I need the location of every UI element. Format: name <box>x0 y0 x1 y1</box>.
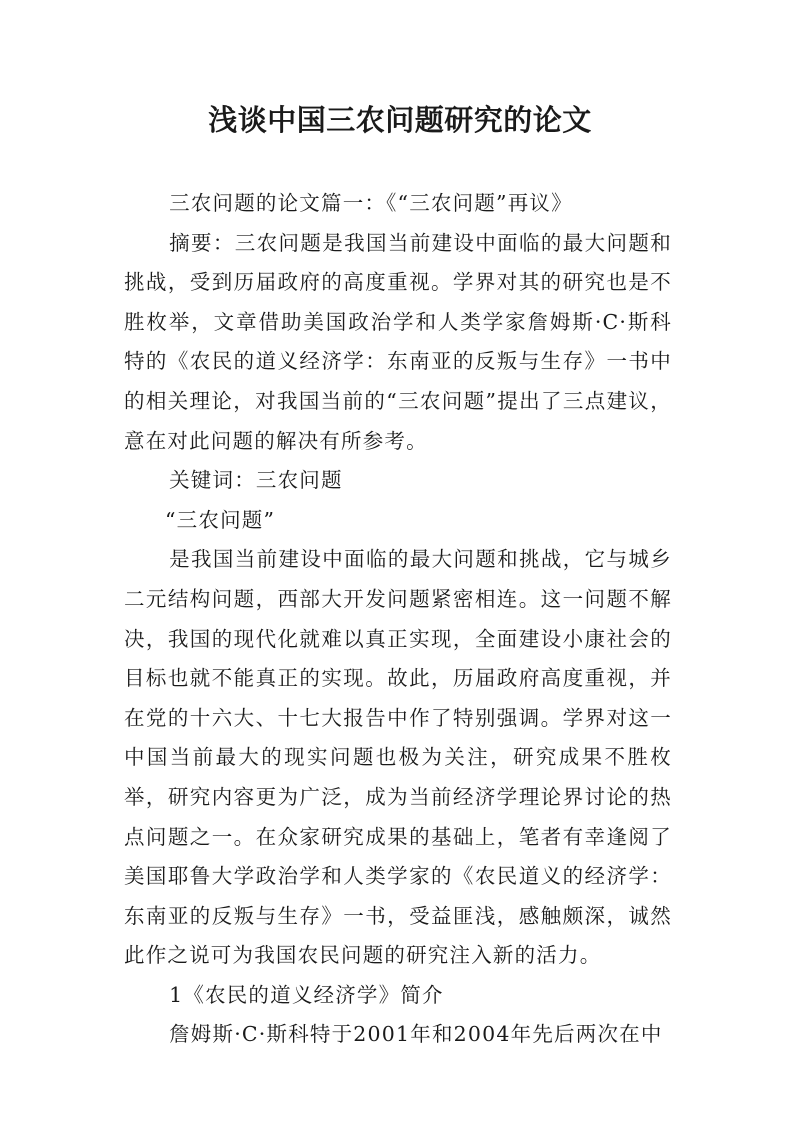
body-paragraph: 是我国当前建设中面临的最大问题和挑战，它与城乡二元结构问题，西部大开发问题紧密相连。这一问题不解决，我国的现代化就难以真正实现，全面建设小康社会的目标也就不能真正的实现。故此，历届政府高度重视，并在党的十六大、十七大报告中作了特别强调。学界对这一中国当前最大的现实问题也极为关注，研究成果不胜枚举，研究内容更为广泛，成为当前经济学理论界讨论的热点问题之一。在众家研究成果的基础上，笔者有幸逢阅了美国耶鲁大学政治学和人类学家的《农民道义的经济学：东南亚的反叛与生存》一书，受益匪浅，感触颇深，诚然此作之说可为我国农民问题的研究注入新的活力。 <box>124 547 672 968</box>
abstract-paragraph: 摘要：三农问题是我国当前建设中面临的最大问题和挑战，受到历届政府的高度重视。学界对其的研究也是不胜枚举，文章借助美国政治学和人类学家詹姆斯·C·斯科特的《农民的道义经济学：东南亚的反叛与生存》一书中的相关理论，对我国当前的“三农问题”提出了三点建议，意在对此问题的解决有所参考。 <box>124 230 672 453</box>
subsection-heading: 1《农民的道义经济学》简介 <box>169 982 444 1007</box>
section-heading: 三农问题的论文篇一：《“三农问题”再议》 <box>169 191 573 215</box>
body-paragraph-continued: 詹姆斯·C·斯科特于2001年和2004年先后两次在中 <box>169 1022 663 1047</box>
quoted-term: “三农问题” <box>165 507 276 532</box>
document-title: 浅谈中国三农问题研究的论文 <box>208 103 592 137</box>
keywords-line: 关键词：三农问题 <box>169 468 343 493</box>
document-body <box>124 184 672 1055</box>
